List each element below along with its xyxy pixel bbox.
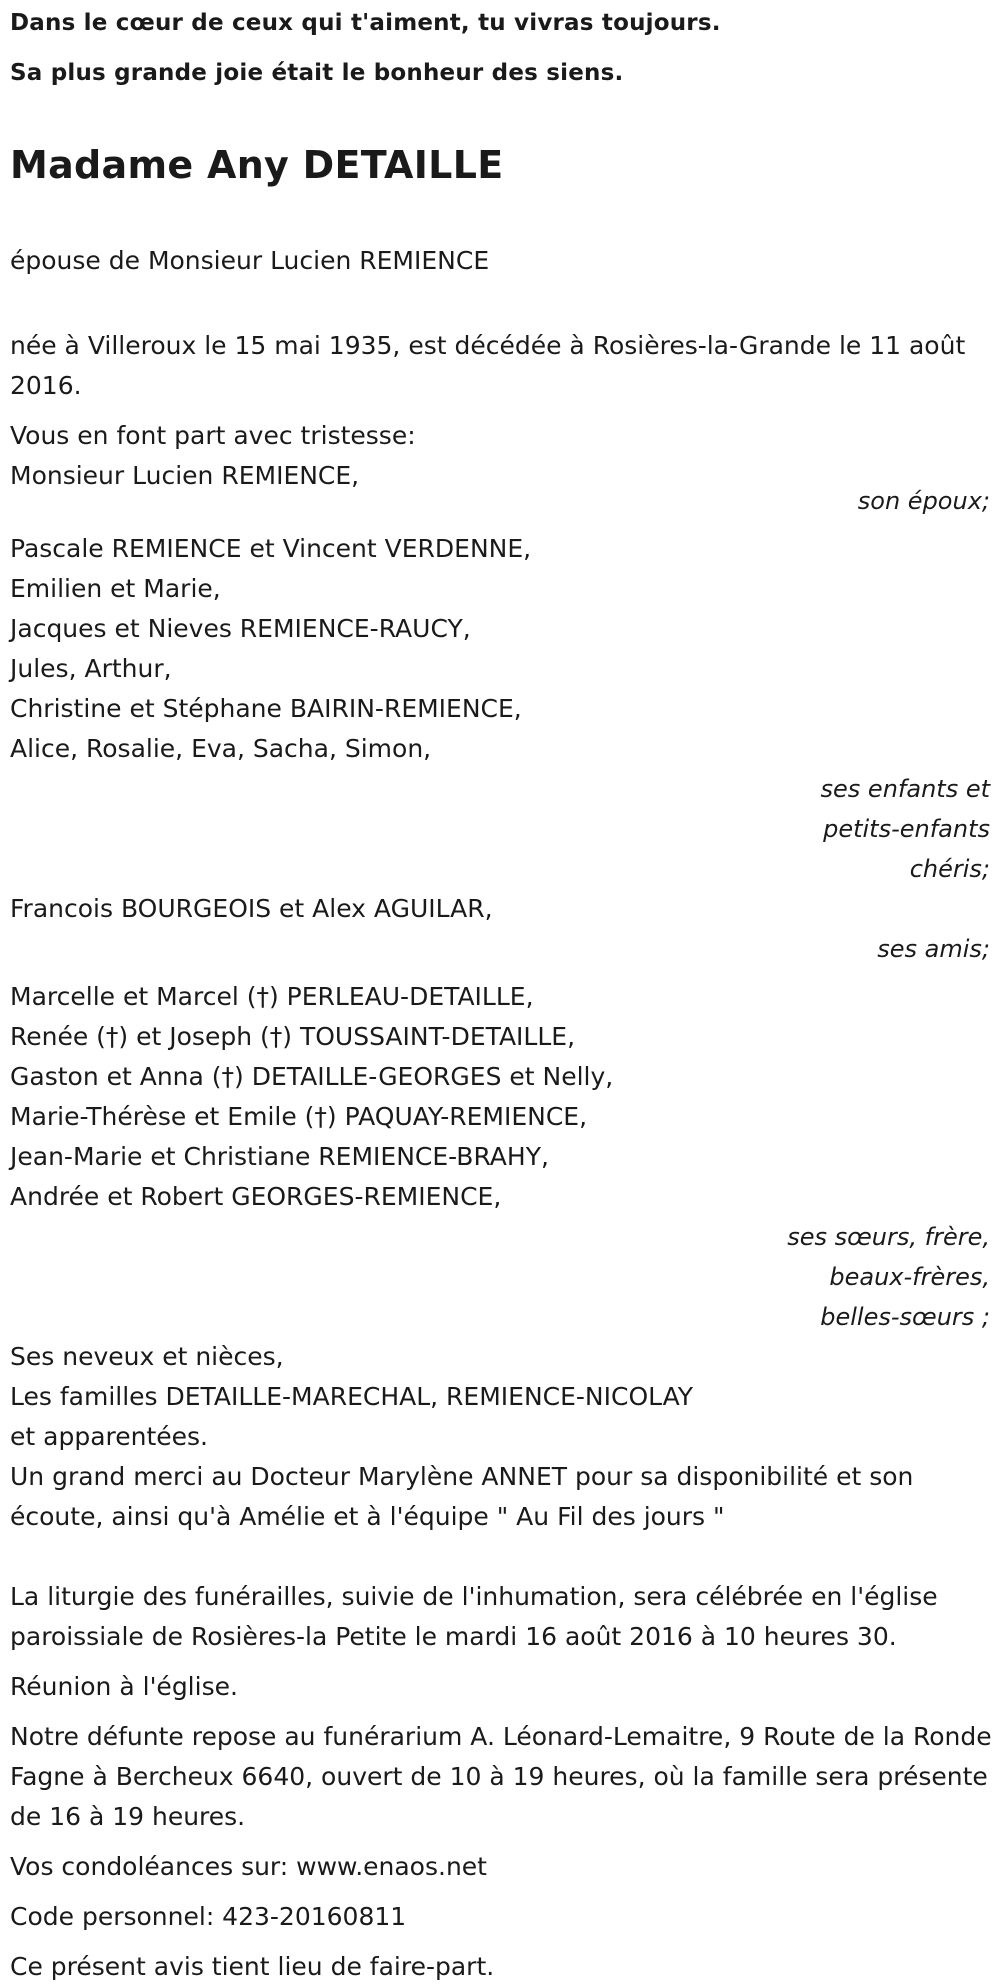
liturgy-paragraph: La liturgie des funérailles, suivie de l'inhumation, sera célébrée en l'église paroissiale de Rosières-la Petite le mardi 16 août 2016 à 10 heures 30. [10, 1582, 938, 1651]
relation-label: petits-enfants [823, 815, 990, 843]
deceased-name: Madame Any DETAILLE [10, 143, 504, 187]
relation-label: ses amis; [877, 935, 990, 963]
relation-label: beaux-frères, [829, 1263, 990, 1291]
family-name-line: Alice, Rosalie, Eva, Sacha, Simon, [10, 734, 432, 763]
condolences-line: Vos condoléances sur: www.enaos.net [10, 1852, 487, 1881]
family-name-line: Pascale REMIENCE et Vincent VERDENNE, [10, 534, 532, 563]
notice-line: Ce présent avis tient lieu de faire-part. [10, 1952, 495, 1981]
family-group-friends [10, 889, 1000, 969]
family-name-line: Emilien et Marie, [10, 574, 221, 603]
family-name-line: Renée (†) et Joseph (†) TOUSSAINT-DETAILLE, [10, 1022, 576, 1051]
family-name-line: Marcelle et Marcel (†) PERLEAU-DETAILLE, [10, 982, 534, 1011]
obituary-notice [0, 8, 1000, 1987]
birth-death-line: née à Villeroux le 15 mai 1935, est décédée à Rosières-la-Grande le 11 août 2016. [10, 331, 966, 400]
extended-family [10, 1337, 1000, 1457]
spouse-line: épouse de Monsieur Lucien REMIENCE [10, 246, 490, 275]
family-line: et apparentées. [10, 1422, 208, 1451]
family-name-line: Francois BOURGEOIS et Alex AGUILAR, [10, 894, 493, 923]
family-name-line: Gaston et Anna (†) DETAILLE-GEORGES et Nelly, [10, 1062, 614, 1091]
family-group-spouse [10, 456, 1000, 521]
family-line: Les familles DETAILLE-MARECHAL, REMIENCE-NICOLAY [10, 1382, 694, 1411]
family-name-line: Jean-Marie et Christiane REMIENCE-BRAHY, [10, 1142, 549, 1171]
family-name-line: Marie-Thérèse et Emile (†) PAQUAY-REMIENCE, [10, 1102, 588, 1131]
announce-intro: Vous en font part avec tristesse: [10, 421, 416, 450]
thanks-paragraph: Un grand merci au Docteur Marylène ANNET pour sa disponibilité et son écoute, ainsi qu'à Amélie et à l'équipe " Au Fil des jours " [10, 1462, 914, 1531]
family-name-line: Christine et Stéphane BAIRIN-REMIENCE, [10, 694, 522, 723]
family-name-line: Andrée et Robert GEORGES-REMIENCE, [10, 1182, 502, 1211]
funerarium-paragraph: Notre défunte repose au funérarium A. Léonard-Lemaitre, 9 Route de la Ronde Fagne à Bercheux 6640, ouvert de 10 à 19 heures, où la famille sera présente de 16 à 19 heures. [10, 1722, 992, 1831]
personal-code-line: Code personnel: 423-20160811 [10, 1902, 407, 1931]
family-line: Ses neveux et nièces, [10, 1342, 284, 1371]
family-group-siblings [10, 977, 1000, 1337]
relation-label: son époux; [857, 487, 990, 515]
motto-line-1: Dans le cœur de ceux qui t'aiment, tu vivras toujours. [10, 10, 721, 36]
motto-line-2: Sa plus grande joie était le bonheur des siens. [10, 60, 624, 86]
family-name-line: Monsieur Lucien REMIENCE, [10, 461, 360, 490]
relation-label: ses sœurs, frère, [787, 1223, 990, 1251]
relation-label: ses enfants et [820, 775, 990, 803]
relation-label: belles-sœurs ; [820, 1303, 990, 1331]
relation-label: chéris; [909, 855, 990, 883]
family-name-line: Jules, Arthur, [10, 654, 172, 683]
family-name-line: Jacques et Nieves REMIENCE-RAUCY, [10, 614, 471, 643]
family-group-children [10, 529, 1000, 889]
meeting-line: Réunion à l'église. [10, 1672, 238, 1701]
